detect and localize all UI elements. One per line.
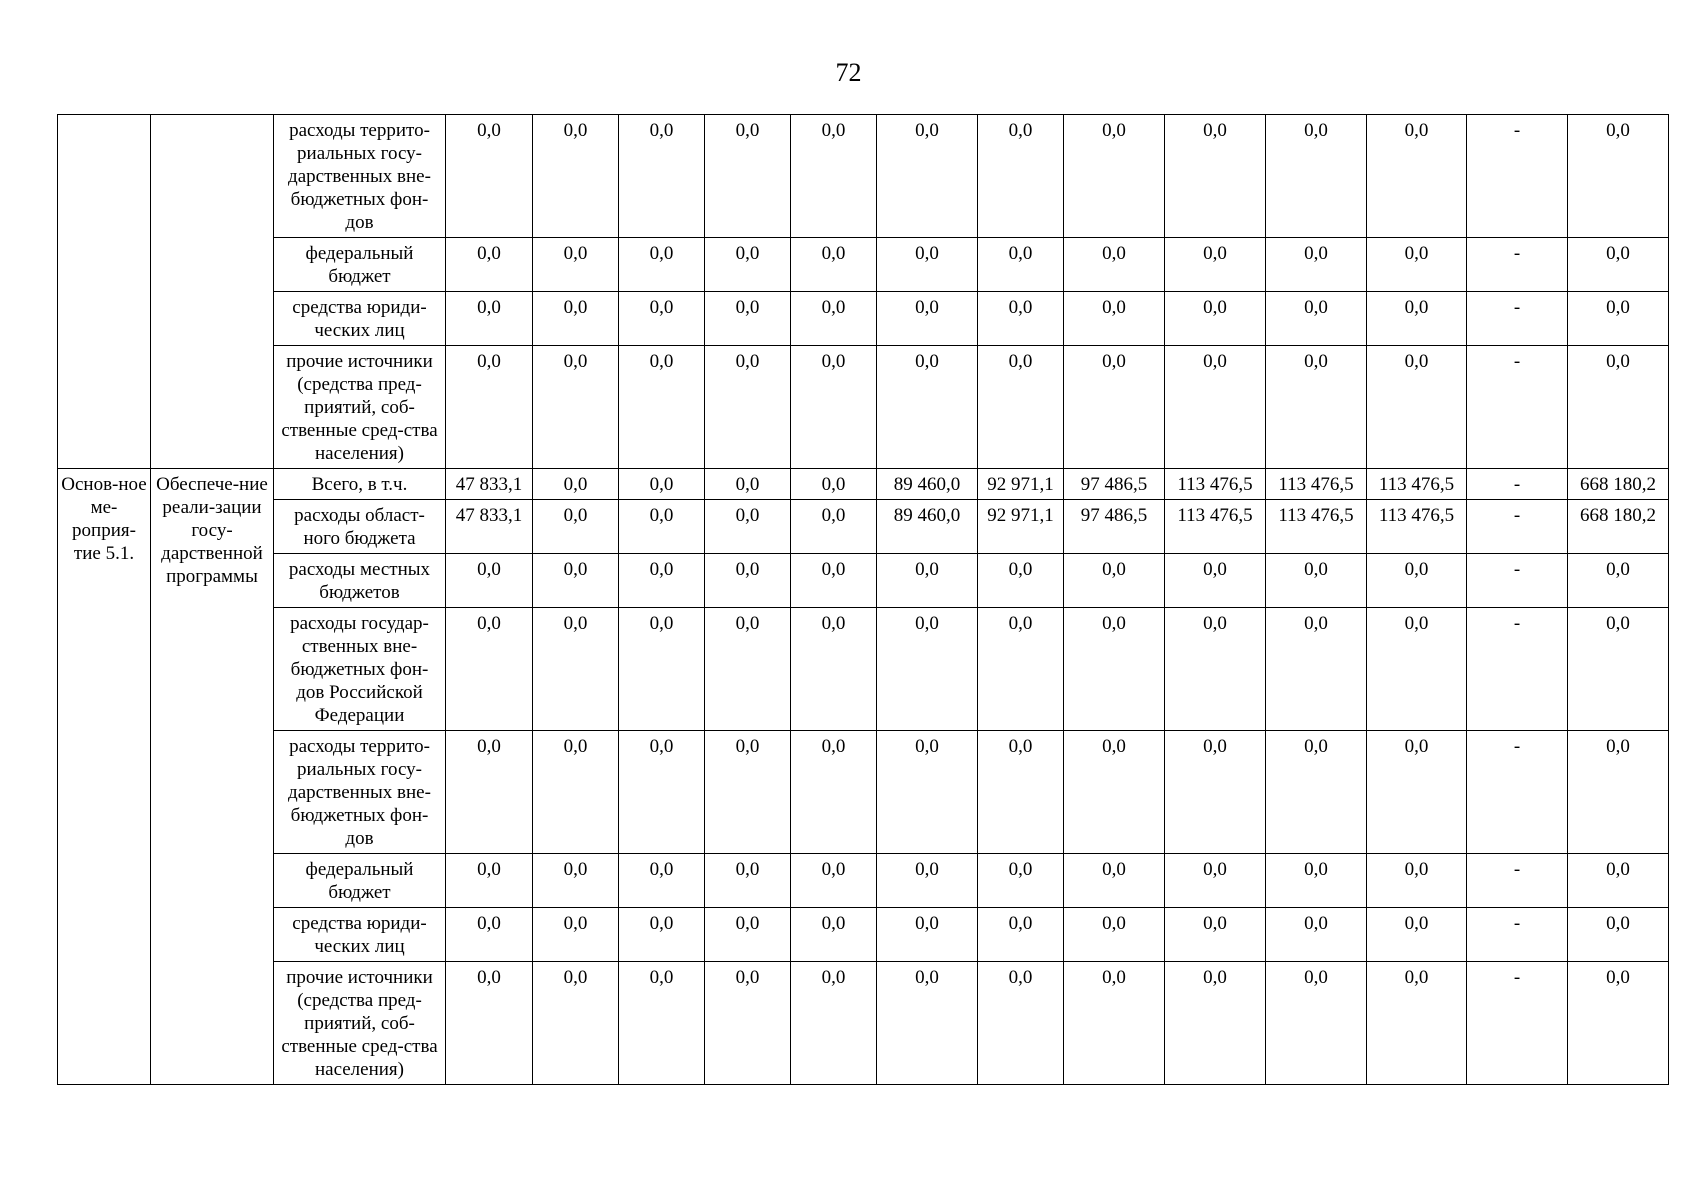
value-cell: 89 460,0 (877, 500, 978, 554)
value-cell: 0,0 (1165, 554, 1266, 608)
value-cell: 0,0 (619, 469, 705, 500)
value-cell: 0,0 (705, 500, 791, 554)
source-label: федеральный бюджет (274, 238, 446, 292)
value-cell: - (1467, 854, 1568, 908)
value-cell: 0,0 (877, 608, 978, 731)
value-cell: 0,0 (533, 469, 619, 500)
value-cell: 0,0 (1568, 731, 1669, 854)
value-cell: 0,0 (1064, 554, 1165, 608)
value-cell: - (1467, 608, 1568, 731)
source-label: расходы террито-риальных госу-дарственных вне-бюджетных фон-дов (274, 115, 446, 238)
value-cell: 0,0 (791, 115, 877, 238)
value-cell: 0,0 (1367, 731, 1467, 854)
value-cell: 0,0 (446, 238, 533, 292)
value-cell: 0,0 (791, 292, 877, 346)
value-cell: 0,0 (978, 608, 1064, 731)
value-cell: 0,0 (446, 608, 533, 731)
value-cell: 0,0 (1568, 238, 1669, 292)
value-cell: 47 833,1 (446, 500, 533, 554)
value-cell: 0,0 (877, 292, 978, 346)
value-cell: 0,0 (446, 854, 533, 908)
value-cell: 0,0 (705, 554, 791, 608)
table-row (58, 731, 1669, 854)
value-cell: 0,0 (705, 731, 791, 854)
value-cell: - (1467, 238, 1568, 292)
value-cell: 0,0 (1064, 854, 1165, 908)
value-cell: 0,0 (1064, 115, 1165, 238)
value-cell: 0,0 (791, 731, 877, 854)
value-cell: 0,0 (705, 854, 791, 908)
value-cell: 0,0 (1568, 115, 1669, 238)
value-cell: 0,0 (1064, 238, 1165, 292)
value-cell: 0,0 (1367, 346, 1467, 469)
value-cell: 0,0 (1266, 115, 1367, 238)
value-cell: 89 460,0 (877, 469, 978, 500)
value-cell: 0,0 (705, 346, 791, 469)
value-cell: 0,0 (533, 731, 619, 854)
value-cell: 0,0 (619, 854, 705, 908)
value-cell: 0,0 (533, 962, 619, 1085)
value-cell: - (1467, 962, 1568, 1085)
value-cell: - (1467, 469, 1568, 500)
value-cell: 0,0 (1165, 608, 1266, 731)
value-cell: 0,0 (705, 238, 791, 292)
value-cell: 0,0 (446, 115, 533, 238)
value-cell: 0,0 (1165, 238, 1266, 292)
table-row (58, 608, 1669, 731)
value-cell: 0,0 (791, 346, 877, 469)
value-cell: 0,0 (1367, 115, 1467, 238)
value-cell: 0,0 (1568, 608, 1669, 731)
value-cell: 0,0 (1266, 854, 1367, 908)
value-cell: 97 486,5 (1064, 469, 1165, 500)
value-cell: 0,0 (978, 115, 1064, 238)
value-cell: 0,0 (877, 962, 978, 1085)
value-cell: 0,0 (877, 854, 978, 908)
value-cell: 0,0 (1568, 854, 1669, 908)
value-cell: 0,0 (619, 346, 705, 469)
value-cell: 0,0 (446, 346, 533, 469)
value-cell: 0,0 (1367, 238, 1467, 292)
value-cell: 0,0 (705, 962, 791, 1085)
value-cell: 0,0 (533, 238, 619, 292)
value-cell: 0,0 (877, 908, 978, 962)
source-label: средства юриди-ческих лиц (274, 292, 446, 346)
value-cell: 113 476,5 (1367, 500, 1467, 554)
value-cell: 0,0 (791, 554, 877, 608)
value-cell: - (1467, 346, 1568, 469)
value-cell: 0,0 (1266, 962, 1367, 1085)
value-cell: 0,0 (1568, 346, 1669, 469)
value-cell: 668 180,2 (1568, 469, 1669, 500)
value-cell: 0,0 (1568, 908, 1669, 962)
value-cell: 0,0 (978, 554, 1064, 608)
measure-code: Основ-ное ме-роприя-тие 5.1. (58, 469, 151, 1085)
value-cell: 0,0 (533, 554, 619, 608)
value-cell: 47 833,1 (446, 469, 533, 500)
source-label: расходы террито-риальных госу-дарственных вне-бюджетных фон-дов (274, 731, 446, 854)
value-cell: 0,0 (619, 115, 705, 238)
source-label: средства юриди-ческих лиц (274, 908, 446, 962)
value-cell: - (1467, 908, 1568, 962)
source-label: расходы област-ного бюджета (274, 500, 446, 554)
table-row (58, 238, 1669, 292)
value-cell: 0,0 (619, 962, 705, 1085)
value-cell: 0,0 (1266, 554, 1367, 608)
value-cell: 0,0 (1165, 292, 1266, 346)
empty-name-cell (151, 115, 274, 469)
value-cell: 0,0 (619, 238, 705, 292)
value-cell: 0,0 (446, 962, 533, 1085)
value-cell: 0,0 (1064, 962, 1165, 1085)
value-cell: 0,0 (619, 554, 705, 608)
table-row (58, 962, 1669, 1085)
source-label: расходы местных бюджетов (274, 554, 446, 608)
value-cell: 113 476,5 (1266, 469, 1367, 500)
value-cell: 113 476,5 (1165, 500, 1266, 554)
value-cell: 0,0 (619, 292, 705, 346)
source-label: прочие источники (средства пред-приятий, соб-ственные сред-ства населения) (274, 962, 446, 1085)
value-cell: 0,0 (1165, 854, 1266, 908)
value-cell: 0,0 (791, 608, 877, 731)
value-cell: 0,0 (1165, 908, 1266, 962)
value-cell: 0,0 (533, 908, 619, 962)
value-cell: - (1467, 500, 1568, 554)
value-cell: 113 476,5 (1367, 469, 1467, 500)
budget-table (57, 114, 1669, 1085)
value-cell: 0,0 (978, 346, 1064, 469)
value-cell: 0,0 (705, 292, 791, 346)
value-cell: 0,0 (1367, 608, 1467, 731)
value-cell: 668 180,2 (1568, 500, 1669, 554)
value-cell: 0,0 (705, 908, 791, 962)
value-cell: 0,0 (705, 469, 791, 500)
value-cell: 0,0 (1568, 962, 1669, 1085)
value-cell: 0,0 (446, 554, 533, 608)
measure-name: Обеспече-ние реали-зации госу-дарственной программы (151, 469, 274, 1085)
table-row (58, 554, 1669, 608)
value-cell: 0,0 (1266, 731, 1367, 854)
table-row (58, 854, 1669, 908)
value-cell: 0,0 (619, 731, 705, 854)
value-cell: 0,0 (791, 908, 877, 962)
value-cell: 0,0 (1266, 346, 1367, 469)
source-label: Всего, в т.ч. (274, 469, 446, 500)
value-cell: 0,0 (1064, 608, 1165, 731)
value-cell: 0,0 (978, 908, 1064, 962)
value-cell: 0,0 (877, 238, 978, 292)
value-cell: 92 971,1 (978, 469, 1064, 500)
value-cell: 0,0 (877, 346, 978, 469)
value-cell: 113 476,5 (1266, 500, 1367, 554)
table-row (58, 346, 1669, 469)
page-number: 72 (835, 58, 862, 87)
value-cell: 0,0 (791, 238, 877, 292)
value-cell: 0,0 (791, 962, 877, 1085)
value-cell: 0,0 (1064, 731, 1165, 854)
source-label: прочие источники (средства пред-приятий, соб-ственные сред-ства населения) (274, 346, 446, 469)
value-cell: - (1467, 292, 1568, 346)
value-cell: 0,0 (619, 500, 705, 554)
value-cell: 0,0 (446, 731, 533, 854)
value-cell: 0,0 (978, 238, 1064, 292)
value-cell: 0,0 (1165, 731, 1266, 854)
value-cell: 113 476,5 (1165, 469, 1266, 500)
source-label: расходы государ-ственных вне-бюджетных фон-дов Российской Федерации (274, 608, 446, 731)
value-cell: 0,0 (1367, 292, 1467, 346)
value-cell: 0,0 (1367, 554, 1467, 608)
table-body (58, 115, 1669, 1085)
value-cell: 0,0 (877, 554, 978, 608)
value-cell: 0,0 (1266, 292, 1367, 346)
value-cell: 0,0 (978, 854, 1064, 908)
value-cell: 0,0 (1367, 962, 1467, 1085)
value-cell: 97 486,5 (1064, 500, 1165, 554)
value-cell: 0,0 (619, 908, 705, 962)
value-cell: 0,0 (619, 608, 705, 731)
value-cell: 0,0 (1266, 238, 1367, 292)
value-cell: 92 971,1 (978, 500, 1064, 554)
table-row (58, 115, 1669, 238)
value-cell: 0,0 (1568, 554, 1669, 608)
value-cell: 0,0 (978, 962, 1064, 1085)
table-row (58, 469, 1669, 500)
value-cell: 0,0 (1064, 346, 1165, 469)
value-cell: 0,0 (1165, 962, 1266, 1085)
value-cell: - (1467, 115, 1568, 238)
value-cell: 0,0 (446, 908, 533, 962)
value-cell: 0,0 (533, 500, 619, 554)
table-row (58, 292, 1669, 346)
value-cell: 0,0 (1568, 292, 1669, 346)
empty-code-cell (58, 115, 151, 469)
value-cell: 0,0 (533, 292, 619, 346)
value-cell: 0,0 (978, 731, 1064, 854)
table-row (58, 500, 1669, 554)
value-cell: 0,0 (791, 469, 877, 500)
value-cell: 0,0 (1165, 115, 1266, 238)
value-cell: 0,0 (1064, 292, 1165, 346)
value-cell: 0,0 (533, 346, 619, 469)
value-cell: 0,0 (1266, 908, 1367, 962)
value-cell: 0,0 (1165, 346, 1266, 469)
value-cell: 0,0 (533, 854, 619, 908)
value-cell: - (1467, 731, 1568, 854)
value-cell: 0,0 (705, 608, 791, 731)
table-row (58, 908, 1669, 962)
value-cell: 0,0 (533, 608, 619, 731)
value-cell: 0,0 (877, 731, 978, 854)
value-cell: 0,0 (791, 500, 877, 554)
value-cell: 0,0 (791, 854, 877, 908)
value-cell: 0,0 (978, 292, 1064, 346)
value-cell: 0,0 (877, 115, 978, 238)
value-cell: - (1467, 554, 1568, 608)
value-cell: 0,0 (705, 115, 791, 238)
value-cell: 0,0 (1064, 908, 1165, 962)
value-cell: 0,0 (1367, 908, 1467, 962)
value-cell: 0,0 (533, 115, 619, 238)
value-cell: 0,0 (1266, 608, 1367, 731)
source-label: федеральный бюджет (274, 854, 446, 908)
value-cell: 0,0 (446, 292, 533, 346)
value-cell: 0,0 (1367, 854, 1467, 908)
